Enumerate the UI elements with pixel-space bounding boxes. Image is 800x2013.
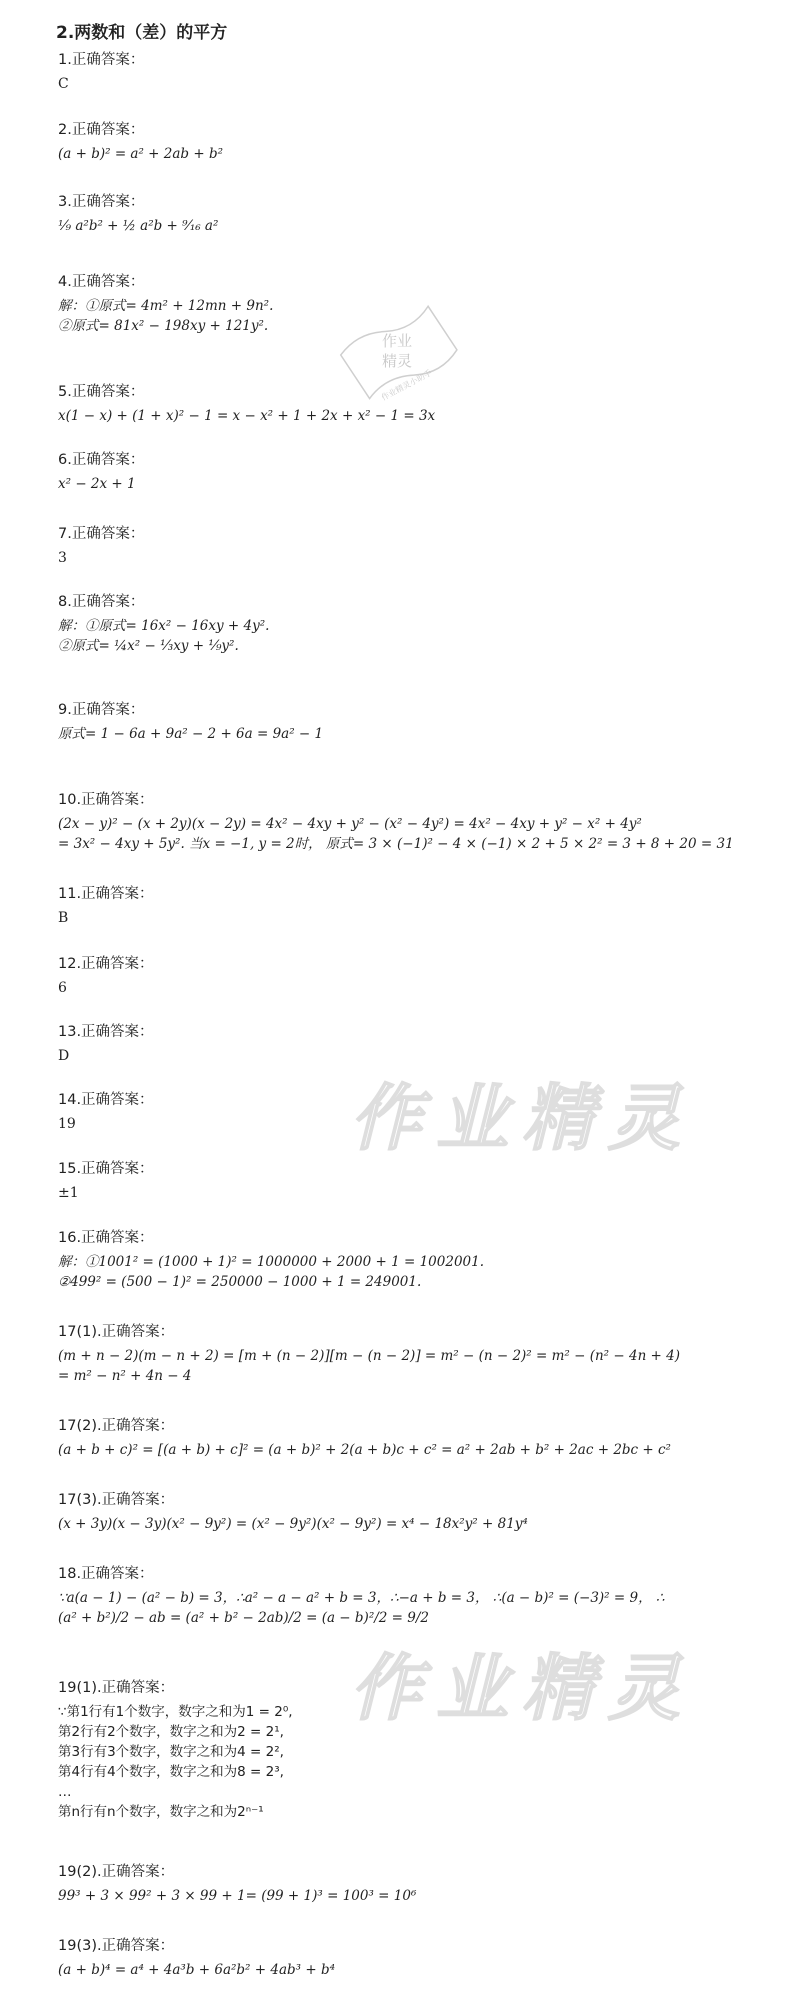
answer-item bbox=[58, 1020, 760, 1066]
answer-item bbox=[58, 1320, 760, 1386]
answer-line: 6 bbox=[58, 980, 67, 996]
answer-line: 3 bbox=[58, 550, 67, 566]
answer-line: 第4行有4个数字，数字之和为8 = 2³, bbox=[58, 1764, 284, 1780]
answer-content bbox=[58, 474, 760, 494]
answer-item bbox=[58, 1934, 760, 1980]
answer-item bbox=[58, 1676, 760, 1822]
answer-content bbox=[58, 1252, 760, 1292]
answer-label: 17(2).正确答案： bbox=[58, 1418, 175, 1434]
answer-line: ②499² = (500 − 1)² = 250000 − 1000 + 1 = 249001. bbox=[58, 1274, 422, 1290]
answer-label: 6.正确答案： bbox=[58, 452, 145, 468]
answer-line: 第3行有3个数字，数字之和为4 = 2², bbox=[58, 1744, 284, 1760]
answer-content bbox=[58, 724, 760, 744]
answer-line: x² − 2x + 1 bbox=[58, 476, 136, 492]
answer-item bbox=[58, 190, 760, 236]
answer-label: 8.正确答案： bbox=[58, 594, 145, 610]
answer-line: D bbox=[58, 1048, 70, 1064]
answer-content bbox=[58, 216, 760, 236]
answer-content bbox=[58, 814, 760, 854]
stamp-top-text: 作业 bbox=[382, 332, 413, 350]
answer-item bbox=[58, 1226, 760, 1292]
answer-content bbox=[58, 616, 760, 656]
answer-label: 4.正确答案： bbox=[58, 274, 145, 290]
answer-content bbox=[58, 296, 760, 336]
answer-item bbox=[58, 882, 760, 928]
answer-line: x(1 − x) + (1 + x)² − 1 = x − x² + 1 + 2x + x² − 1 = 3x bbox=[58, 408, 436, 424]
answer-item bbox=[58, 270, 760, 336]
answer-line: 19 bbox=[58, 1116, 76, 1132]
answer-line: ∵a(a − 1) − (a² − b) = 3，∴a² − a − a² + b = 3，∴−a + b = 3， ∴(a − b)² = (−3)² = 9， ∴ bbox=[58, 1590, 665, 1606]
stamp-mid-text: 精灵 bbox=[382, 352, 413, 370]
answer-content bbox=[58, 1886, 760, 1906]
answer-line: … bbox=[58, 1784, 72, 1800]
answer-label: 16.正确答案： bbox=[58, 1230, 154, 1246]
answer-line: (a² + b²)/2 − ab = (a² + b² − 2ab)/2 = (a − b)²/2 = 9/2 bbox=[58, 1610, 429, 1626]
answer-item bbox=[58, 590, 760, 656]
answer-label: 13.正确答案： bbox=[58, 1024, 154, 1040]
answer-item bbox=[58, 1157, 760, 1203]
answer-label: 17(1).正确答案： bbox=[58, 1324, 175, 1340]
answer-line: (a + b)⁴ = a⁴ + 4a³b + 6a²b² + 4ab³ + b⁴ bbox=[58, 1962, 336, 1978]
answer-item bbox=[58, 1562, 760, 1628]
answer-content bbox=[58, 1114, 760, 1134]
answer-line: ±1 bbox=[58, 1185, 79, 1201]
answer-line: (a + b + c)² = [(a + b) + c]² = (a + b)² + 2(a + b)c + c² = a² + 2ab + b² + 2ac + 2bc + c² bbox=[58, 1442, 671, 1458]
answer-content bbox=[58, 74, 760, 94]
answer-content bbox=[58, 1588, 760, 1628]
answer-line: (a + b)² = a² + 2ab + b² bbox=[58, 146, 224, 162]
answer-item bbox=[58, 522, 760, 568]
answer-label: 9.正确答案： bbox=[58, 702, 145, 718]
answer-content bbox=[58, 1440, 760, 1460]
answer-label: 14.正确答案： bbox=[58, 1092, 154, 1108]
answer-line: 解：①1001² = (1000 + 1)² = 1000000 + 2000 + 1 = 1002001. bbox=[58, 1254, 485, 1270]
answer-label: 10.正确答案： bbox=[58, 792, 154, 808]
answer-label: 15.正确答案： bbox=[58, 1161, 154, 1177]
answer-line: B bbox=[58, 910, 69, 926]
answer-content bbox=[58, 1960, 760, 1980]
answer-label: 19(3).正确答案： bbox=[58, 1938, 175, 1954]
answer-item bbox=[58, 1488, 760, 1534]
answer-label: 17(3).正确答案： bbox=[58, 1492, 175, 1508]
answer-content bbox=[58, 1702, 760, 1822]
answer-content bbox=[58, 908, 760, 928]
answer-item bbox=[58, 1414, 760, 1460]
answer-line: = 3x² − 4xy + 5y². 当x = −1, y = 2时， 原式= 3 × (−1)² − 4 × (−1) × 2 + 5 × 2² = 3 + 8 + 20 = 31 bbox=[58, 836, 734, 852]
answer-item bbox=[58, 1088, 760, 1134]
answer-label: 1.正确答案： bbox=[58, 52, 145, 68]
answer-label: 7.正确答案： bbox=[58, 526, 145, 542]
answer-label: 11.正确答案： bbox=[58, 886, 154, 902]
answer-line: ②原式= 81x² − 198xy + 121y². bbox=[58, 318, 269, 334]
answer-item bbox=[58, 698, 760, 744]
answer-content bbox=[58, 406, 760, 426]
answer-line: ¹⁄₉ a²b² + ½ a²b + ⁹⁄₁₆ a² bbox=[58, 218, 219, 234]
answer-label: 19(1).正确答案： bbox=[58, 1680, 175, 1696]
answer-label: 2.正确答案： bbox=[58, 122, 145, 138]
watermark-big-1: 作业精灵 bbox=[350, 1076, 695, 1160]
page-title: 2.两数和（差）的平方 bbox=[56, 23, 228, 43]
answer-label: 19(2).正确答案： bbox=[58, 1864, 175, 1880]
answer-content bbox=[58, 548, 760, 568]
stamp-sub-text: 作业精灵小助手 bbox=[379, 368, 434, 403]
answer-label: 3.正确答案： bbox=[58, 194, 145, 210]
answer-content bbox=[58, 1183, 760, 1203]
answer-item bbox=[58, 1860, 760, 1906]
answer-label: 5.正确答案： bbox=[58, 384, 145, 400]
answer-line: 解：①原式= 16x² − 16xy + 4y². bbox=[58, 618, 270, 634]
answer-line: 99³ + 3 × 99² + 3 × 99 + 1= (99 + 1)³ = 100³ = 10⁶ bbox=[58, 1888, 417, 1904]
answer-line: (x + 3y)(x − 3y)(x² − 9y²) = (x² − 9y²)(x² − 9y²) = x⁴ − 18x²y² + 81y⁴ bbox=[58, 1516, 528, 1532]
answer-label: 18.正确答案： bbox=[58, 1566, 154, 1582]
answer-line: (m + n − 2)(m − n + 2) = [m + (n − 2)][m − (n − 2)] = m² − (n − 2)² = m² − (n² − 4n + 4) bbox=[58, 1348, 681, 1364]
watermark-big-2: 作业精灵 bbox=[350, 1646, 695, 1730]
answer-line: 解：①原式= 4m² + 12mn + 9n². bbox=[58, 298, 274, 314]
answer-line: ②原式= ¼x² − ⅓xy + ⅑y². bbox=[58, 638, 239, 654]
answer-line: 第2行有2个数字，数字之和为2 = 2¹, bbox=[58, 1724, 284, 1740]
answer-item bbox=[58, 952, 760, 998]
answer-item bbox=[58, 448, 760, 494]
answer-item bbox=[58, 48, 760, 94]
answer-content bbox=[58, 1046, 760, 1066]
answer-label: 12.正确答案： bbox=[58, 956, 154, 972]
answer-content bbox=[58, 978, 760, 998]
answer-line: C bbox=[58, 76, 69, 92]
answer-line: 第n行有n个数字，数字之和为2ⁿ⁻¹ bbox=[58, 1804, 264, 1820]
answer-content bbox=[58, 1514, 760, 1534]
answer-item bbox=[58, 118, 760, 164]
answer-line: = m² − n² + 4n − 4 bbox=[58, 1368, 192, 1384]
answer-line: 原式= 1 − 6a + 9a² − 2 + 6a = 9a² − 1 bbox=[58, 726, 324, 742]
answer-item bbox=[58, 788, 760, 854]
answer-content bbox=[58, 144, 760, 164]
answer-content bbox=[58, 1346, 760, 1386]
answer-line: (2x − y)² − (x + 2y)(x − 2y) = 4x² − 4xy + y² − (x² − 4y²) = 4x² − 4xy + y² − x² + 4y² bbox=[58, 816, 642, 832]
answer-line: ∵第1行有1个数字，数字之和为1 = 2⁰, bbox=[58, 1704, 293, 1720]
answer-item bbox=[58, 380, 760, 426]
